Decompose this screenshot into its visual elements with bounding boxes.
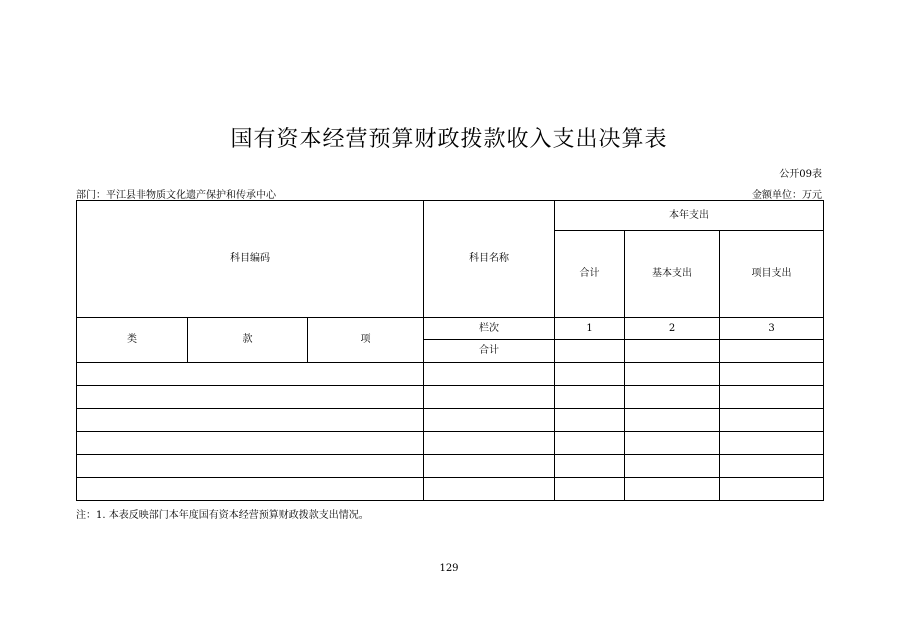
total-row-cell bbox=[720, 340, 824, 363]
row-code-cell bbox=[77, 363, 424, 386]
row-project-cell bbox=[720, 386, 824, 409]
column-number-1: 1 bbox=[555, 318, 625, 340]
column-label: 栏次 bbox=[424, 318, 555, 340]
row-code-cell bbox=[77, 432, 424, 455]
row-project-cell bbox=[720, 432, 824, 455]
row-name-cell bbox=[424, 432, 555, 455]
table-row bbox=[77, 432, 824, 455]
table-row bbox=[77, 455, 824, 478]
row-name-cell bbox=[424, 478, 555, 501]
unit-label: 金额单位：万元 bbox=[752, 190, 822, 201]
row-basic-cell bbox=[625, 478, 720, 501]
row-total-cell bbox=[555, 432, 625, 455]
row-basic-cell bbox=[625, 363, 720, 386]
row-name-cell bbox=[424, 409, 555, 432]
header-subject-code: 科目编码 bbox=[77, 201, 424, 318]
row-basic-cell bbox=[625, 432, 720, 455]
header-project-expense: 项目支出 bbox=[720, 231, 824, 318]
row-total-cell bbox=[555, 409, 625, 432]
table-row bbox=[77, 386, 824, 409]
header-section: 款 bbox=[188, 318, 308, 363]
table-row bbox=[77, 409, 824, 432]
footnote: 注：1. 本表反映部门本年度国有资本经营预算财政拨款支出情况。 bbox=[76, 510, 369, 521]
row-basic-cell bbox=[625, 409, 720, 432]
page-title: 国有资本经营预算财政拨款收入支出决算表 bbox=[230, 127, 668, 152]
row-project-cell bbox=[720, 409, 824, 432]
row-project-cell bbox=[720, 455, 824, 478]
budget-table bbox=[76, 200, 824, 501]
table-body bbox=[77, 201, 824, 501]
column-number-2: 2 bbox=[625, 318, 720, 340]
row-basic-cell bbox=[625, 455, 720, 478]
row-total-cell bbox=[555, 455, 625, 478]
total-row-cell bbox=[625, 340, 720, 363]
row-code-cell bbox=[77, 386, 424, 409]
header-current-year-expense: 本年支出 bbox=[555, 201, 824, 231]
column-number-3: 3 bbox=[720, 318, 824, 340]
department-label: 部门：平江县非物质文化遗产保护和传承中心 bbox=[76, 190, 276, 201]
total-row-label: 合计 bbox=[424, 340, 555, 363]
row-name-cell bbox=[424, 386, 555, 409]
form-code: 公开09表 bbox=[779, 169, 822, 180]
header-total: 合计 bbox=[555, 231, 625, 318]
row-basic-cell bbox=[625, 386, 720, 409]
row-code-cell bbox=[77, 478, 424, 501]
row-name-cell bbox=[424, 363, 555, 386]
row-name-cell bbox=[424, 455, 555, 478]
row-total-cell bbox=[555, 363, 625, 386]
row-total-cell bbox=[555, 386, 625, 409]
page-number: 129 bbox=[439, 563, 459, 574]
table-row bbox=[77, 478, 824, 501]
total-row-cell bbox=[555, 340, 625, 363]
table-row bbox=[77, 363, 824, 386]
header-basic-expense: 基本支出 bbox=[625, 231, 720, 318]
header-subject-name: 科目名称 bbox=[424, 201, 555, 318]
header-category: 类 bbox=[77, 318, 188, 363]
row-project-cell bbox=[720, 363, 824, 386]
row-code-cell bbox=[77, 455, 424, 478]
row-total-cell bbox=[555, 478, 625, 501]
header-item: 项 bbox=[308, 318, 424, 363]
row-code-cell bbox=[77, 409, 424, 432]
row-project-cell bbox=[720, 478, 824, 501]
